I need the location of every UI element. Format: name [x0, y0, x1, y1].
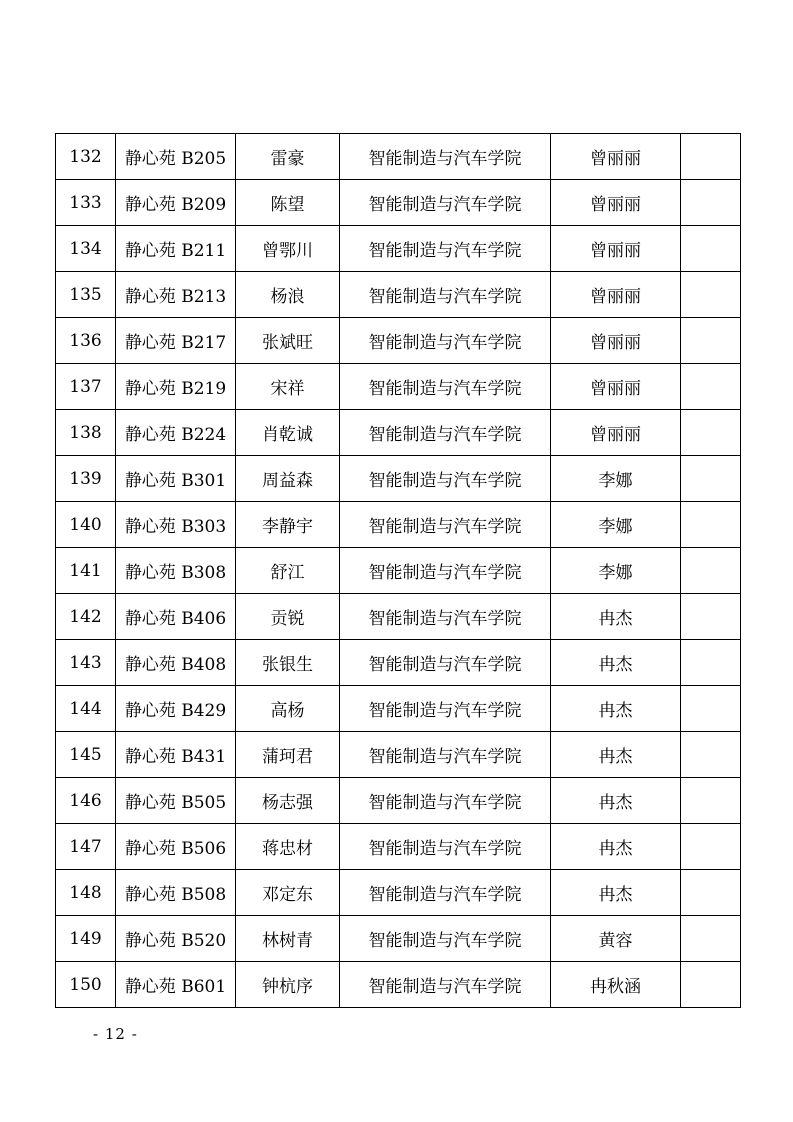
row-number-cell: 134 [56, 226, 116, 272]
dorm-room-cell: 静心苑 B520 [116, 916, 236, 962]
dorm-room-cell: 静心苑 B506 [116, 824, 236, 870]
teacher-cell: 曾丽丽 [551, 318, 681, 364]
table-row [56, 318, 741, 364]
college-cell: 智能制造与汽车学院 [340, 456, 551, 502]
student-name-cell: 蒲珂君 [236, 732, 340, 778]
row-number-cell: 137 [56, 364, 116, 410]
dorm-room-cell: 静心苑 B303 [116, 502, 236, 548]
college-cell: 智能制造与汽车学院 [340, 364, 551, 410]
student-name-cell: 杨志强 [236, 778, 340, 824]
remark-cell [681, 962, 741, 1008]
college-cell: 智能制造与汽车学院 [340, 180, 551, 226]
college-cell: 智能制造与汽车学院 [340, 410, 551, 456]
row-number-cell: 132 [56, 134, 116, 180]
dormitory-table [55, 133, 741, 1008]
table-row [56, 180, 741, 226]
student-name-cell: 林树青 [236, 916, 340, 962]
teacher-cell: 李娜 [551, 456, 681, 502]
dorm-room-cell: 静心苑 B406 [116, 594, 236, 640]
dorm-room-cell: 静心苑 B429 [116, 686, 236, 732]
student-name-cell: 曾鄂川 [236, 226, 340, 272]
college-cell: 智能制造与汽车学院 [340, 686, 551, 732]
teacher-cell: 冉杰 [551, 686, 681, 732]
student-name-cell: 钟杭序 [236, 962, 340, 1008]
remark-cell [681, 778, 741, 824]
remark-cell [681, 594, 741, 640]
dorm-room-cell: 静心苑 B431 [116, 732, 236, 778]
remark-cell [681, 732, 741, 778]
student-name-cell: 张斌旺 [236, 318, 340, 364]
dorm-room-cell: 静心苑 B408 [116, 640, 236, 686]
dorm-room-cell: 静心苑 B219 [116, 364, 236, 410]
remark-cell [681, 686, 741, 732]
college-cell: 智能制造与汽车学院 [340, 778, 551, 824]
teacher-cell: 曾丽丽 [551, 410, 681, 456]
remark-cell [681, 916, 741, 962]
college-cell: 智能制造与汽车学院 [340, 134, 551, 180]
student-name-cell: 雷豪 [236, 134, 340, 180]
row-number-cell: 138 [56, 410, 116, 456]
student-name-cell: 舒江 [236, 548, 340, 594]
row-number-cell: 140 [56, 502, 116, 548]
row-number-cell: 145 [56, 732, 116, 778]
college-cell: 智能制造与汽车学院 [340, 548, 551, 594]
remark-cell [681, 318, 741, 364]
college-cell: 智能制造与汽车学院 [340, 594, 551, 640]
row-number-cell: 135 [56, 272, 116, 318]
row-number-cell: 136 [56, 318, 116, 364]
dorm-room-cell: 静心苑 B205 [116, 134, 236, 180]
teacher-cell: 曾丽丽 [551, 364, 681, 410]
remark-cell [681, 456, 741, 502]
dorm-room-cell: 静心苑 B211 [116, 226, 236, 272]
dorm-room-cell: 静心苑 B308 [116, 548, 236, 594]
remark-cell [681, 870, 741, 916]
student-name-cell: 杨浪 [236, 272, 340, 318]
teacher-cell: 黄容 [551, 916, 681, 962]
row-number-cell: 148 [56, 870, 116, 916]
college-cell: 智能制造与汽车学院 [340, 870, 551, 916]
dorm-room-cell: 静心苑 B224 [116, 410, 236, 456]
table-row [56, 134, 741, 180]
teacher-cell: 冉杰 [551, 640, 681, 686]
teacher-cell: 冉杰 [551, 870, 681, 916]
college-cell: 智能制造与汽车学院 [340, 502, 551, 548]
dorm-room-cell: 静心苑 B601 [116, 962, 236, 1008]
remark-cell [681, 410, 741, 456]
table-row [56, 226, 741, 272]
row-number-cell: 150 [56, 962, 116, 1008]
college-cell: 智能制造与汽车学院 [340, 318, 551, 364]
page-number: - 12 - [93, 1025, 138, 1043]
college-cell: 智能制造与汽车学院 [340, 916, 551, 962]
student-name-cell: 邓定东 [236, 870, 340, 916]
teacher-cell: 冉杰 [551, 778, 681, 824]
row-number-cell: 146 [56, 778, 116, 824]
student-name-cell: 陈望 [236, 180, 340, 226]
remark-cell [681, 548, 741, 594]
table-row [56, 410, 741, 456]
student-name-cell: 贡锐 [236, 594, 340, 640]
remark-cell [681, 134, 741, 180]
table-row [56, 272, 741, 318]
college-cell: 智能制造与汽车学院 [340, 962, 551, 1008]
teacher-cell: 曾丽丽 [551, 226, 681, 272]
teacher-cell: 冉杰 [551, 594, 681, 640]
table-row [56, 548, 741, 594]
remark-cell [681, 272, 741, 318]
table-row [56, 824, 741, 870]
teacher-cell: 冉秋涵 [551, 962, 681, 1008]
teacher-cell: 李娜 [551, 548, 681, 594]
teacher-cell: 曾丽丽 [551, 134, 681, 180]
teacher-cell: 冉杰 [551, 824, 681, 870]
table-row [56, 456, 741, 502]
student-name-cell: 周益森 [236, 456, 340, 502]
remark-cell [681, 364, 741, 410]
remark-cell [681, 824, 741, 870]
table-row [56, 686, 741, 732]
table-row [56, 732, 741, 778]
dorm-room-cell: 静心苑 B209 [116, 180, 236, 226]
dorm-room-cell: 静心苑 B508 [116, 870, 236, 916]
dorm-room-cell: 静心苑 B505 [116, 778, 236, 824]
row-number-cell: 149 [56, 916, 116, 962]
remark-cell [681, 226, 741, 272]
table-row [56, 502, 741, 548]
table-row [56, 870, 741, 916]
college-cell: 智能制造与汽车学院 [340, 226, 551, 272]
table-row [56, 962, 741, 1008]
student-name-cell: 张银生 [236, 640, 340, 686]
college-cell: 智能制造与汽车学院 [340, 640, 551, 686]
row-number-cell: 147 [56, 824, 116, 870]
remark-cell [681, 180, 741, 226]
student-name-cell: 高杨 [236, 686, 340, 732]
student-name-cell: 肖乾诚 [236, 410, 340, 456]
remark-cell [681, 502, 741, 548]
row-number-cell: 142 [56, 594, 116, 640]
row-number-cell: 141 [56, 548, 116, 594]
teacher-cell: 曾丽丽 [551, 180, 681, 226]
row-number-cell: 139 [56, 456, 116, 502]
dorm-room-cell: 静心苑 B217 [116, 318, 236, 364]
row-number-cell: 143 [56, 640, 116, 686]
row-number-cell: 144 [56, 686, 116, 732]
table-row [56, 640, 741, 686]
student-name-cell: 李静宇 [236, 502, 340, 548]
table-body [56, 134, 741, 1008]
remark-cell [681, 640, 741, 686]
dorm-room-cell: 静心苑 B301 [116, 456, 236, 502]
college-cell: 智能制造与汽车学院 [340, 272, 551, 318]
teacher-cell: 曾丽丽 [551, 272, 681, 318]
college-cell: 智能制造与汽车学院 [340, 732, 551, 778]
teacher-cell: 冉杰 [551, 732, 681, 778]
teacher-cell: 李娜 [551, 502, 681, 548]
row-number-cell: 133 [56, 180, 116, 226]
student-name-cell: 蒋忠材 [236, 824, 340, 870]
dorm-room-cell: 静心苑 B213 [116, 272, 236, 318]
college-cell: 智能制造与汽车学院 [340, 824, 551, 870]
table-row [56, 594, 741, 640]
table-row [56, 916, 741, 962]
table-row [56, 778, 741, 824]
student-name-cell: 宋祥 [236, 364, 340, 410]
table-row [56, 364, 741, 410]
